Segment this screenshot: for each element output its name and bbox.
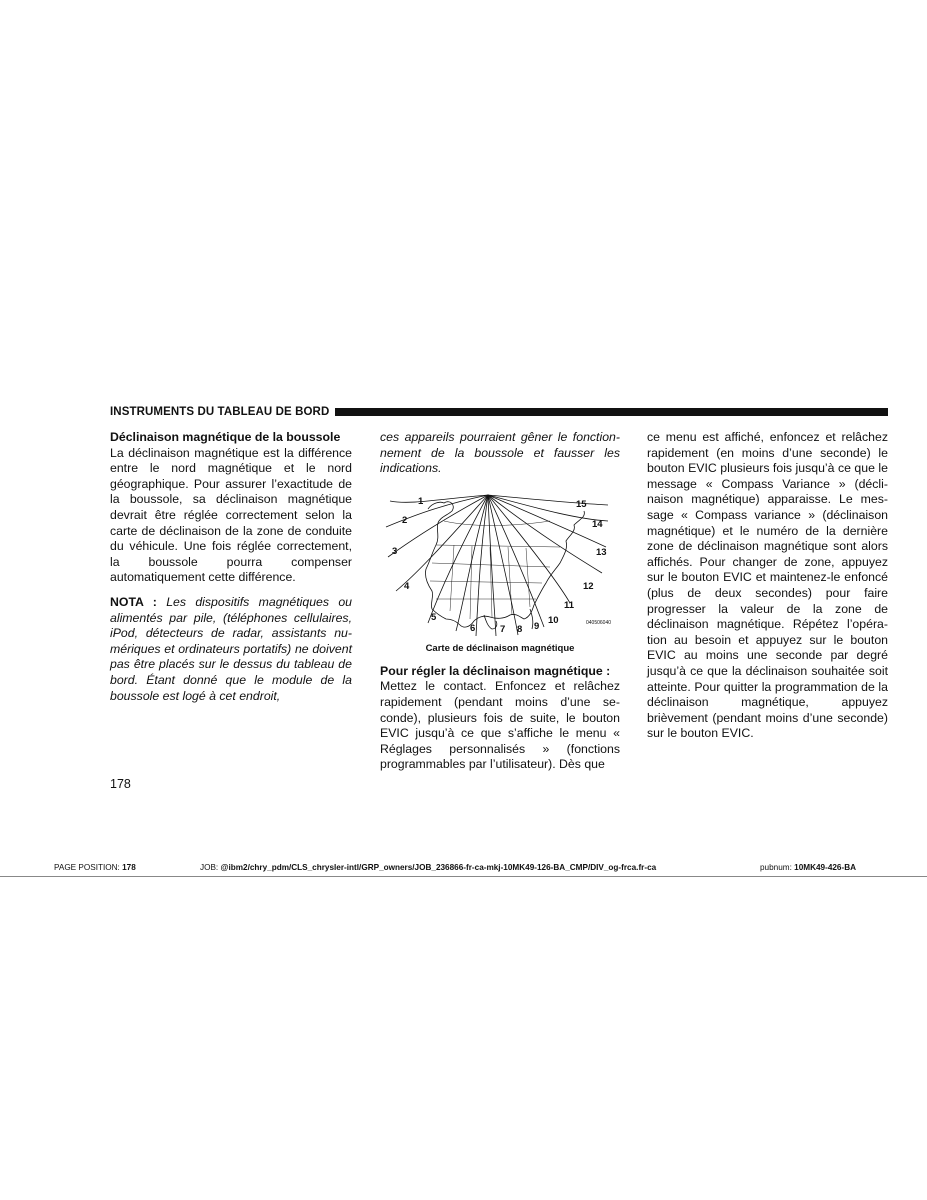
nota-continuation: ces appareils pourraient gêner le fonctionnement de la boussole et fausser les indications. — [380, 430, 620, 476]
map-caption: Carte de déclinaison magnétique — [425, 642, 575, 654]
header-rule — [335, 408, 888, 416]
zone-label: 7 — [500, 623, 506, 635]
zone-label: 3 — [392, 545, 398, 557]
section-header — [110, 405, 888, 419]
zone-label: 5 — [431, 611, 437, 623]
zone-label: 15 — [576, 498, 587, 510]
footer-pubnum: pubnum: 10MK49-426-BA — [760, 863, 857, 872]
page-number: 178 — [110, 777, 131, 791]
figure-code: 040506040 — [586, 619, 612, 626]
section-title: INSTRUMENTS DU TABLEAU DE BORD — [110, 406, 330, 418]
section-heading: Déclinaison magnétique de la boussole — [110, 430, 341, 444]
zone-label: 14 — [592, 518, 603, 530]
footer-page-position: PAGE POSITION: 178 — [54, 863, 136, 872]
intro-paragraph: La déclinaison magnétique est la différence entre le nord magnétique et le nord géographique. Pour assurer l’exactitude de la boussole, sa déclinaison magnétique devrait être réglée correctement selon la carte de déclinaison de la zone de conduite du véhicule. Une fois réglée correctement, la boussole pourra compenser automatiquement cette différence. — [110, 445, 352, 585]
state-borders — [430, 521, 560, 619]
zone-label: 2 — [402, 514, 408, 526]
subsection-heading: Pour régler la déclinaison magnétique : — [380, 663, 611, 678]
zone-label: 11 — [564, 599, 575, 611]
nota-label: NOTA : — [110, 594, 157, 609]
zone-label: 9 — [534, 620, 540, 632]
nota-paragraph — [110, 595, 352, 704]
nota-text: Les dispositifs magnétiques ou alimentés par pile, (téléphones cellulaires, iPod, détecteurs de radar, assistants numériques et ordinateurs portatifs) ne doivent pas être placés sur le dessus du tableau de bord. Étant donné que le module de la boussole est logé à cet endroit, — [110, 594, 352, 703]
procedure-continuation: ce menu est affiché, enfoncez et relâchez rapidement (en moins d’une seconde) le bouton EVIC plusieurs fois jusqu’à ce que le message « Compass Variance » (déclinaison magnétique) apparaisse. Le message « Compass variance » (déclinaison magnétique) et le numéro de la dernière zone de déclinaison magnétique sont alors affichés. Pour changer de zone, appuyez sur le bouton EVIC et maintenez-le enfoncé (plus de deux secondes) pour faire progresser la valeur de la zone de déclinaison magnétique. Répétez l’opération au besoin et appuyez sur le bouton EVIC au moins une seconde par degré jusqu’à ce que la déclinaison souhaitée soit atteinte. Pour quitter la programmation de la déclinaison magnétique, appuyez brièvement (pendant moins d’une seconde) sur le bouton EVIC. — [647, 430, 888, 741]
zone-label: 8 — [517, 623, 523, 635]
zone-label: 13 — [596, 546, 607, 558]
declination-map — [380, 491, 620, 641]
zone-label: 6 — [470, 622, 476, 634]
footer-rule — [0, 876, 927, 877]
isogonic-lines — [386, 495, 608, 636]
zone-label: 12 — [583, 580, 594, 592]
column-1 — [110, 430, 352, 704]
zone-label: 4 — [404, 580, 410, 592]
zone-label: 10 — [548, 614, 559, 626]
footer-job: JOB: @ibm2/chry_pdm/CLS_chrysler-intl/GRP_owners/JOB_236866-fr-ca-mkj-10MK49-126-BA_CMP/DIV_og-frca.fr-ca — [200, 863, 657, 872]
column-3 — [647, 430, 888, 742]
zone-label: 1 — [418, 495, 424, 507]
column-2 — [380, 430, 620, 773]
procedure-paragraph: Mettez le contact. Enfoncez et relâchez rapidement (pendant moins d’une seconde), plusieurs fois de suite, le bouton EVIC jusqu’à ce que s’affiche le menu « Réglages personnalisés » (fonctions programmables par l’utilisateur). Dès que — [380, 679, 620, 772]
